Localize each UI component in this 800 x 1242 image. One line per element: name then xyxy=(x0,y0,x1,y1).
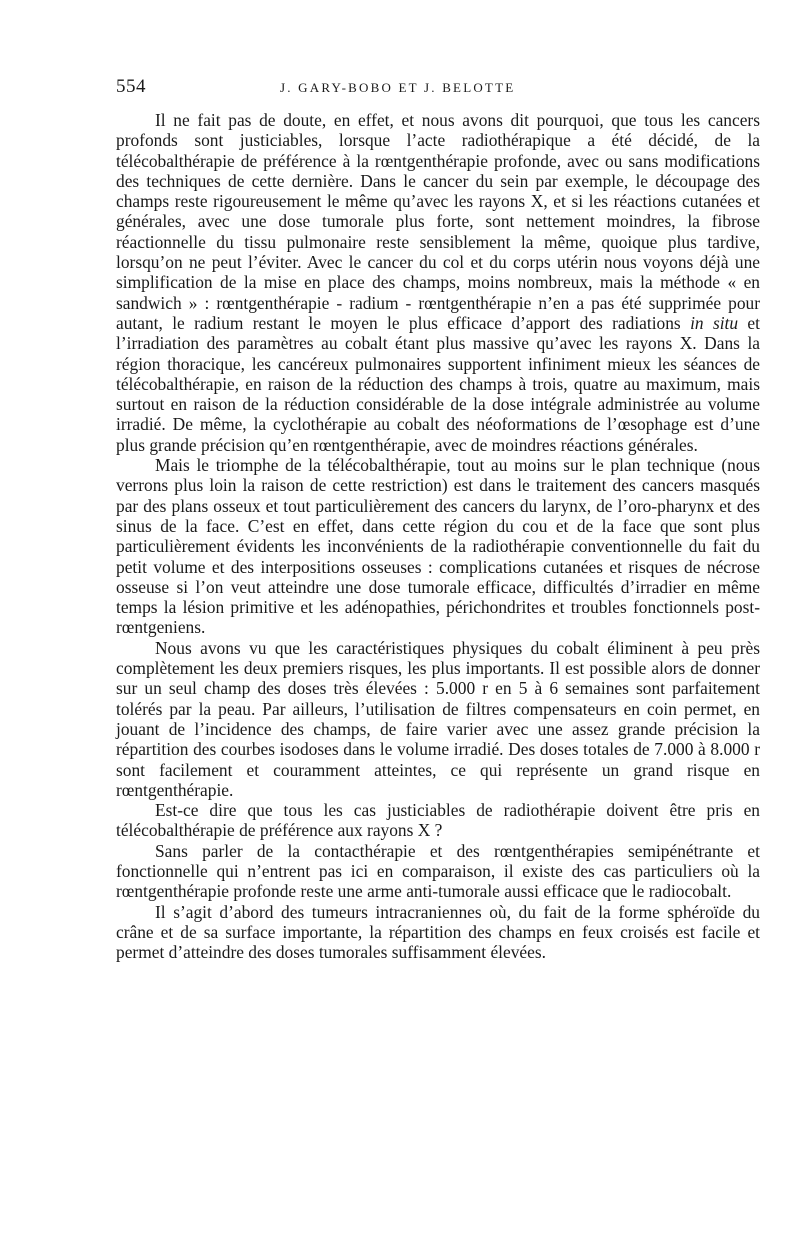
paragraph-2: Mais le triomphe de la télécobalthérapie, tout au moins sur le plan technique (nous verrons plus loin la raison de cette restriction) est dans le traitement des cancers masqués par des plans osseux et tout particulièrement des cancers du larynx, de l’oro-pharynx et des sinus de la face. C’est en effet, dans cette région du cou et de la face que sont plus particulièrement évidents les inconvénients de la radiothérapie conventionnelle du fait du petit volume et des interpositions osseuses : complications cutanées et risques de nécrose osseuse si l’on veut atteindre une dose tumorale efficace, difficultés d’irradier en même temps la lésion primitive et les adénopathies, périchondrites et troubles fonctionnels post-rœntgeniens. xyxy=(116,455,760,638)
page-number: 554 xyxy=(116,76,146,97)
paragraph-3: Nous avons vu que les caractéristiques physiques du cobalt éliminent à peu près complètement les deux premiers risques, les plus importants. Il est possible alors de donner sur un seul champ des doses très élevées : 5.000 r en 5 à 6 semaines sont parfaitement tolérés par la peau. Par ailleurs, l’utilisation de filtres compensateurs en coin permet, en jouant de l’incidence des champs, de faire varier avec une assez grande précision la répartition des courbes isodoses dans le volume irradié. Des doses totales de 7.000 à 8.000 r sont facilement et couramment atteintes, ce qui représente un grand risque en rœntgenthérapie. xyxy=(116,637,760,800)
paragraph-1-text-before: Il ne fait pas de doute, en effet, et nous avons dit pourquoi, que tous les cancers profonds sont justiciables, lorsque l’acte radiothérapique a été décidé, de la télécobalthérapie de préférence à la rœntgenthérapie profonde, avec ou sans modifications des techniques de cette dernière. Dans le cancer du sein par exemple, le découpage des champs reste rigoureusement le même qu’avec les rayons X, et si les réactions cutanées et générales, avec une dose tumorale plus forte, sont nettement moindres, la fibrose réactionnelle du tissu pulmonaire reste sensiblement la même, quoique plus tardive, lorsqu’on ne peut l’éviter. Avec le cancer du col et du corps utérin nous voyons déjà une simplification de la mise en place des champs, moins nombreux, mais la méthode « en sandwich » : rœntgenthérapie - radium - rœntgenthérapie n’en a pas été supprimée pour autant, le radium restant le moyen le plus efficace d’apport des radiations xyxy=(116,110,760,333)
running-head: J. GARY-BOBO ET J. BELOTTE xyxy=(280,80,516,95)
paragraph-6: Il s’agit d’abord des tumeurs intracraniennes où, du fait de la forme sphéroïde du crâne et de sa surface importante, la répartition des champs en feux croisés est facile et permet d’atteindre des doses tumorales suffisamment élevées. xyxy=(116,901,760,963)
paragraph-1-emphasis: in situ xyxy=(690,312,739,333)
body-text xyxy=(116,110,760,962)
paragraph-5: Sans parler de la contacthérapie et des rœntgenthérapies semipénétrante et fonctionnelle qui n’entrent pas ici en comparaison, il existe des cas particuliers où la rœntgenthérapie profonde reste une arme anti-tumorale aussi efficace que le radiocobalt. xyxy=(116,840,760,902)
page-header xyxy=(116,76,760,102)
paragraph-4: Est-ce dire que tous les cas justiciables de radiothérapie doivent être pris en télécobalthérapie de préférence aux rayons X ? xyxy=(116,800,760,841)
paragraph-1-text-after: et l’irradiation des paramètres au cobalt étant plus massive qu’avec les rayons X. Dans la région thoracique, les cancéreux pulmonaires supportent infiniment mieux les séances de télécobalthérapie, en raison de la réduction des champs à trois, quatre au maximum, mais surtout en raison de la réduction considérable de la dose intégrale administrée au volume irradié. De même, la cyclothérapie au cobalt des néoformations de l’œsophage est d’une plus grande précision qu’en rœntgenthérapie, avec de moindres réactions générales. xyxy=(116,312,760,455)
paragraph-1 xyxy=(116,110,760,455)
